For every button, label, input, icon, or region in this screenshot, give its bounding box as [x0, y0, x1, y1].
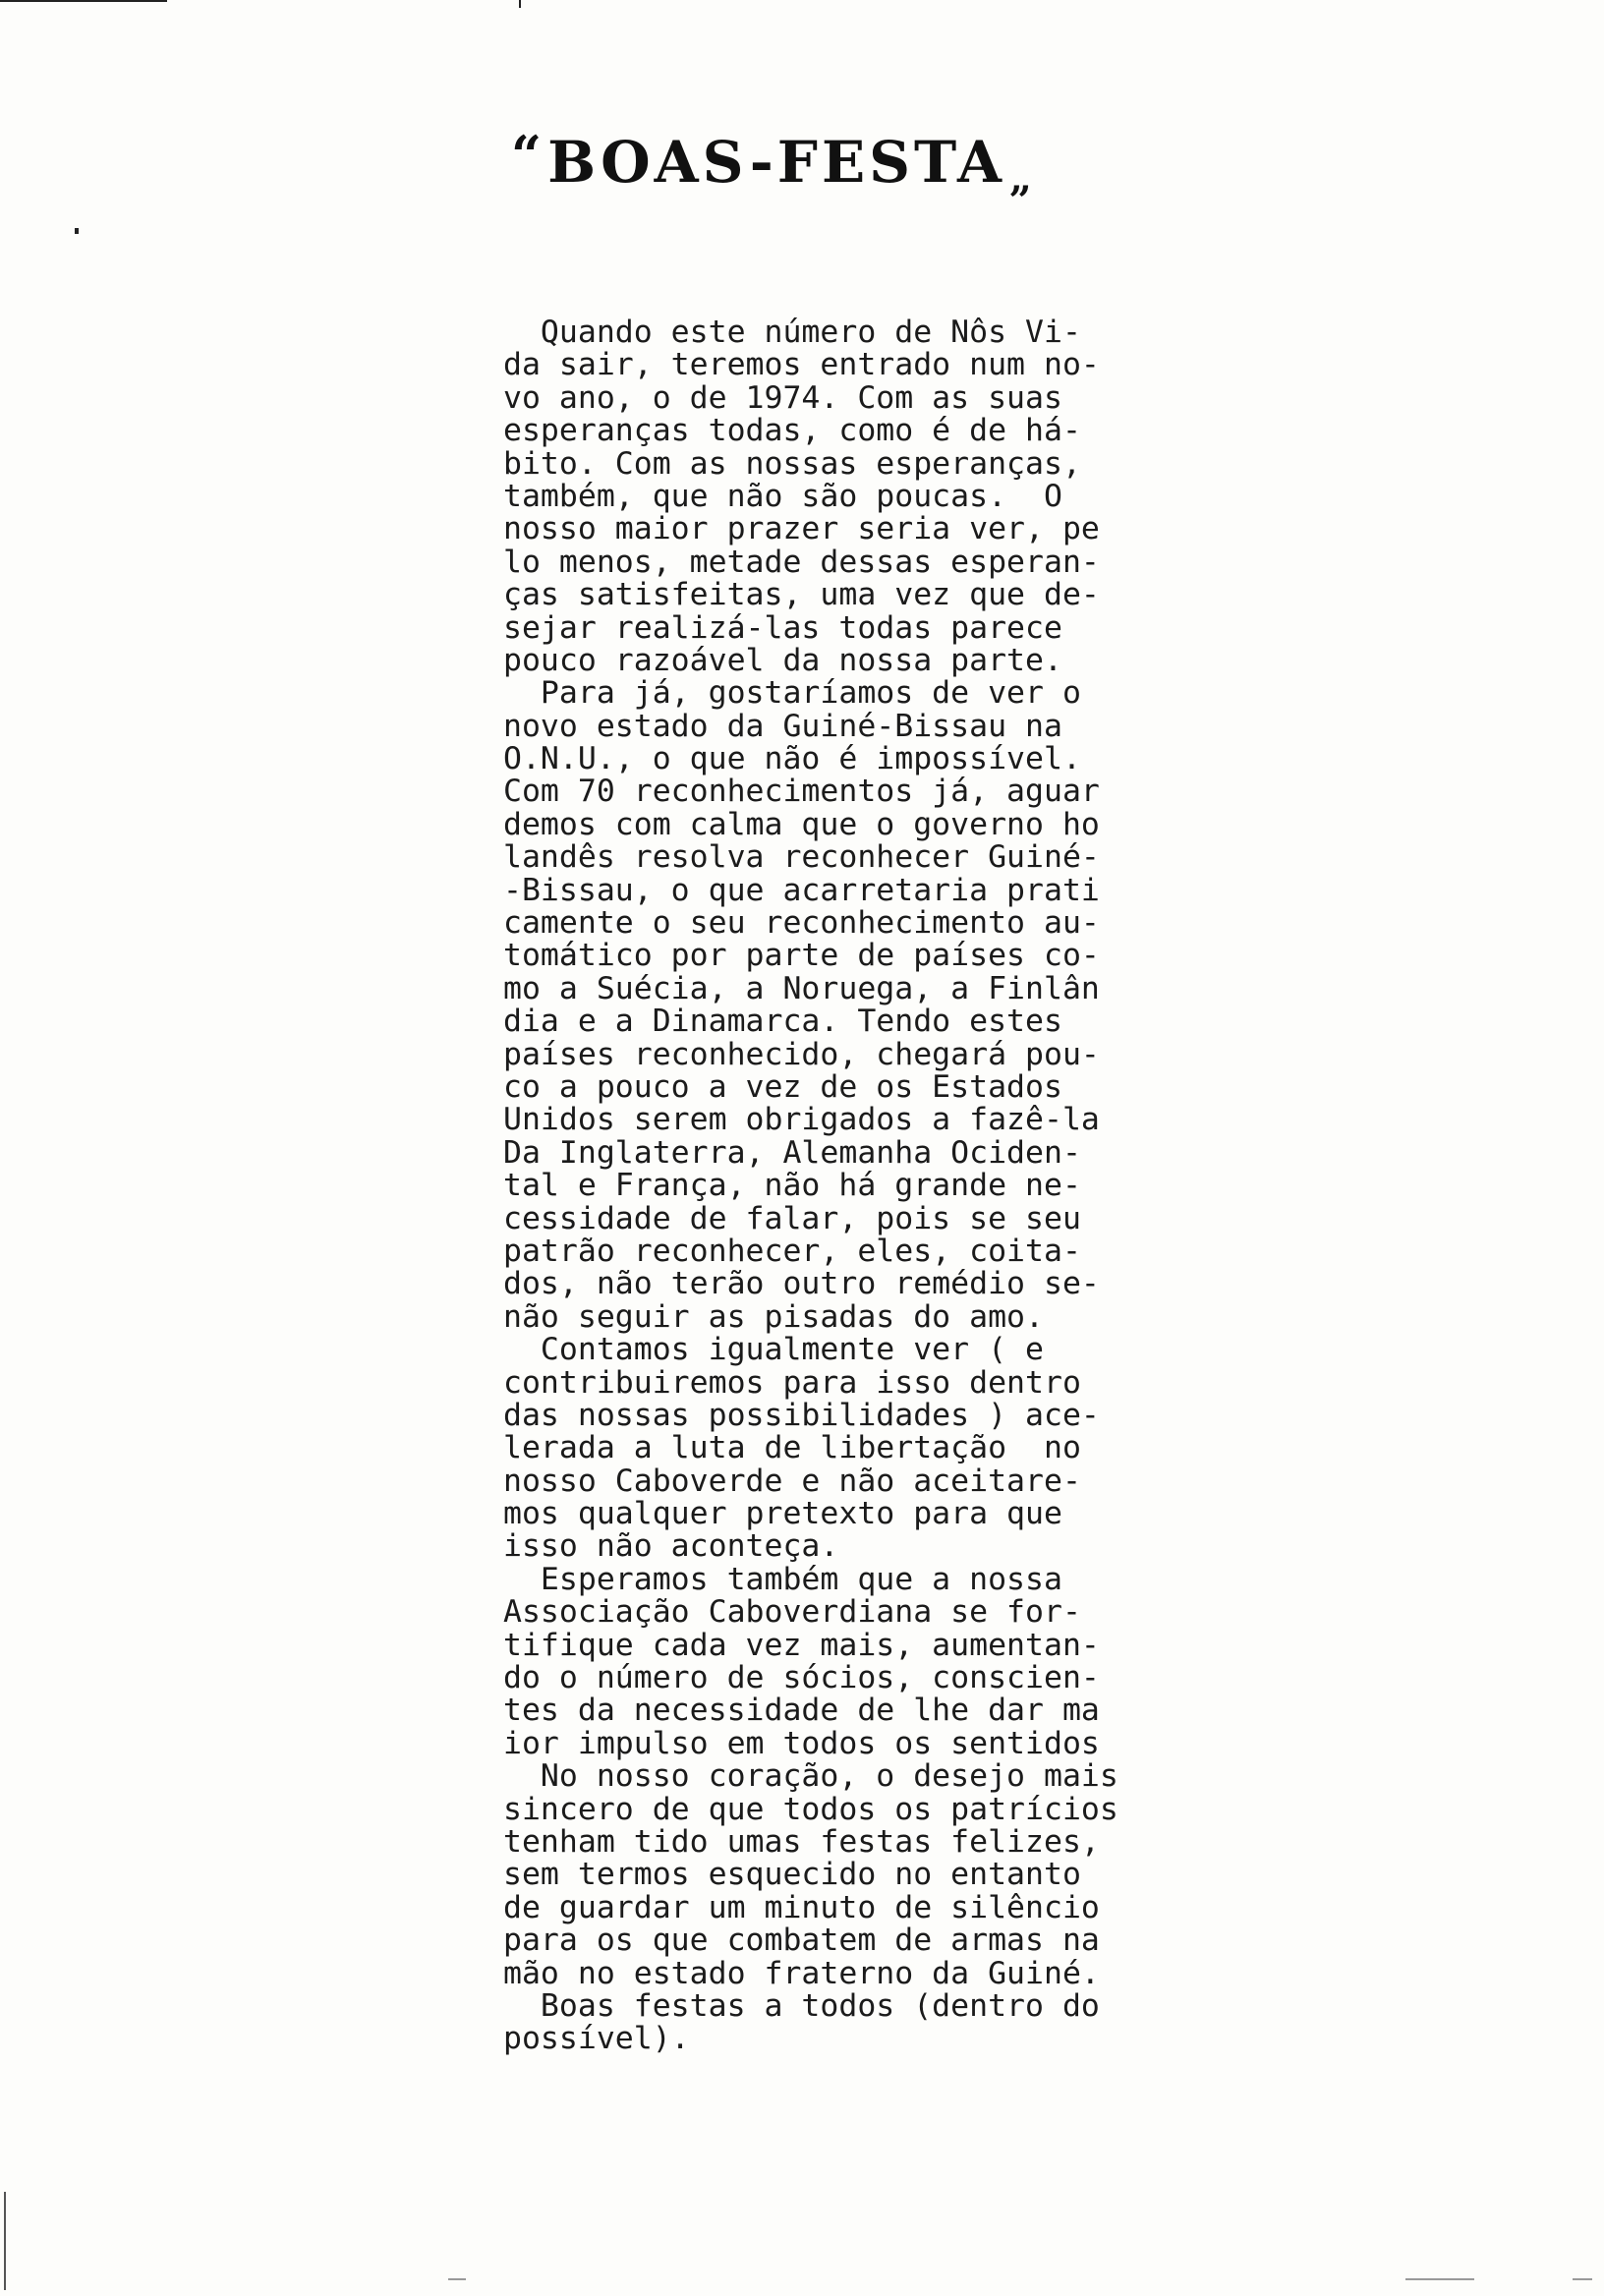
scan-edge-mark: [4, 2192, 6, 2290]
article-line: de guardar um minuto de silêncio: [503, 1889, 1100, 1925]
article-line: do o número de sócios, conscien-: [503, 1660, 1100, 1696]
article-line: ior impulso em todos os sentidos: [503, 1725, 1100, 1761]
article-line: lo menos, metade dessas esperan-: [503, 544, 1100, 580]
article-line: O.N.U., o que não é impossível.: [503, 741, 1081, 777]
article-line: camente o seu reconhecimento au-: [503, 905, 1100, 942]
article-line: das nossas possibilidades ) ace-: [503, 1397, 1100, 1433]
article-line: tomático por parte de países co-: [503, 938, 1100, 974]
article-line: Quando este número de Nôs Vi-: [503, 315, 1081, 350]
article-line: da sair, teremos entrado num no-: [503, 347, 1100, 383]
article-line: mos qualquer pretexto para que: [503, 1496, 1062, 1532]
title-open-quote: “: [511, 124, 546, 187]
article-line: países reconhecido, chegará pou-: [503, 1036, 1100, 1072]
article-line: Com 70 reconhecimentos já, aguar: [503, 774, 1100, 810]
title-close-quote: „: [1009, 155, 1037, 201]
article-line: dia e a Dinamarca. Tendo estes: [503, 1004, 1062, 1040]
article-line: Da Inglaterra, Alemanha Ociden-: [503, 1134, 1081, 1171]
article-line: sejar realizá-las todas parece: [503, 609, 1062, 646]
article-line: cessidade de falar, pois se seu: [503, 1200, 1081, 1236]
article-line: tes da necessidade de lhe dar ma: [503, 1693, 1100, 1729]
article-line: -Bissau, o que acarretaria prati: [503, 872, 1100, 908]
article-title: [511, 124, 1140, 201]
article-line: Contamos igualmente ver ( e: [503, 1332, 1044, 1368]
article-line: tifique cada vez mais, aumentan-: [503, 1627, 1100, 1663]
article-line: para os que combatem de armas na: [503, 1923, 1100, 1959]
article-line: possível).: [503, 2021, 690, 2057]
article-line: Para já, gostaríamos de ver o: [503, 675, 1081, 712]
article-line: patrão reconhecer, eles, coita-: [503, 1233, 1081, 1269]
article-line: co a pouco a vez de os Estados: [503, 1068, 1062, 1105]
article-line: demos com calma que o governo ho: [503, 806, 1100, 842]
article-line: sem termos esquecido no entanto: [503, 1857, 1081, 1893]
article-line: Unidos serem obrigados a fazê-la: [503, 1102, 1100, 1138]
article-line: não seguir as pisadas do amo.: [503, 1298, 1044, 1335]
article-line: landês resolva reconhecer Guiné-: [503, 839, 1100, 876]
scan-edge-mark: [448, 2278, 466, 2280]
article-line: ças satisfeitas, uma vez que de-: [503, 577, 1100, 613]
article-line: novo estado da Guiné-Bissau na: [503, 708, 1062, 744]
article-line: lerada a luta de libertação no: [503, 1430, 1081, 1466]
article-line: Boas festas a todos (dentro do: [503, 1987, 1100, 2024]
article-line: também, que não são poucas. O: [503, 478, 1062, 514]
scan-edge-mark: [1405, 2278, 1474, 2280]
article-line: dos, não terão outro remédio se-: [503, 1266, 1100, 1302]
article-line: isso não aconteça.: [503, 1528, 839, 1565]
article-line: Associação Caboverdiana se for-: [503, 1594, 1081, 1631]
article-line: mo a Suécia, a Noruega, a Finlân: [503, 970, 1100, 1006]
article-line: sincero de que todos os patrícios: [503, 1791, 1118, 1827]
article-line: bito. Com as nossas esperanças,: [503, 445, 1081, 482]
scan-dust-mark: [519, 0, 521, 8]
article-line: pouco razoável da nossa parte.: [503, 642, 1062, 678]
scan-edge-mark: [1573, 2278, 1592, 2280]
article-line: tal e França, não há grande ne-: [503, 1168, 1081, 1204]
article-line: mão no estado fraterno da Guiné.: [503, 1955, 1100, 1991]
article-body: [503, 316, 1191, 2056]
article-line: vo ano, o de 1974. Com as suas: [503, 379, 1062, 416]
scan-edge-mark: [0, 0, 167, 2]
article-line: esperanças todas, como é de há-: [503, 413, 1081, 449]
scan-dust-mark: [75, 228, 79, 234]
article-line: Esperamos também que a nossa: [503, 1561, 1062, 1597]
article-line: nosso Caboverde e não aceitare-: [503, 1463, 1081, 1499]
article-line: nosso maior prazer seria ver, pe: [503, 511, 1100, 547]
article-line: contribuiremos para isso dentro: [503, 1364, 1081, 1401]
article-line: No nosso coração, o desejo mais: [503, 1758, 1118, 1795]
title-text: BOAS-FESTA: [547, 129, 1006, 196]
article-line: tenham tido umas festas felizes,: [503, 1823, 1100, 1860]
